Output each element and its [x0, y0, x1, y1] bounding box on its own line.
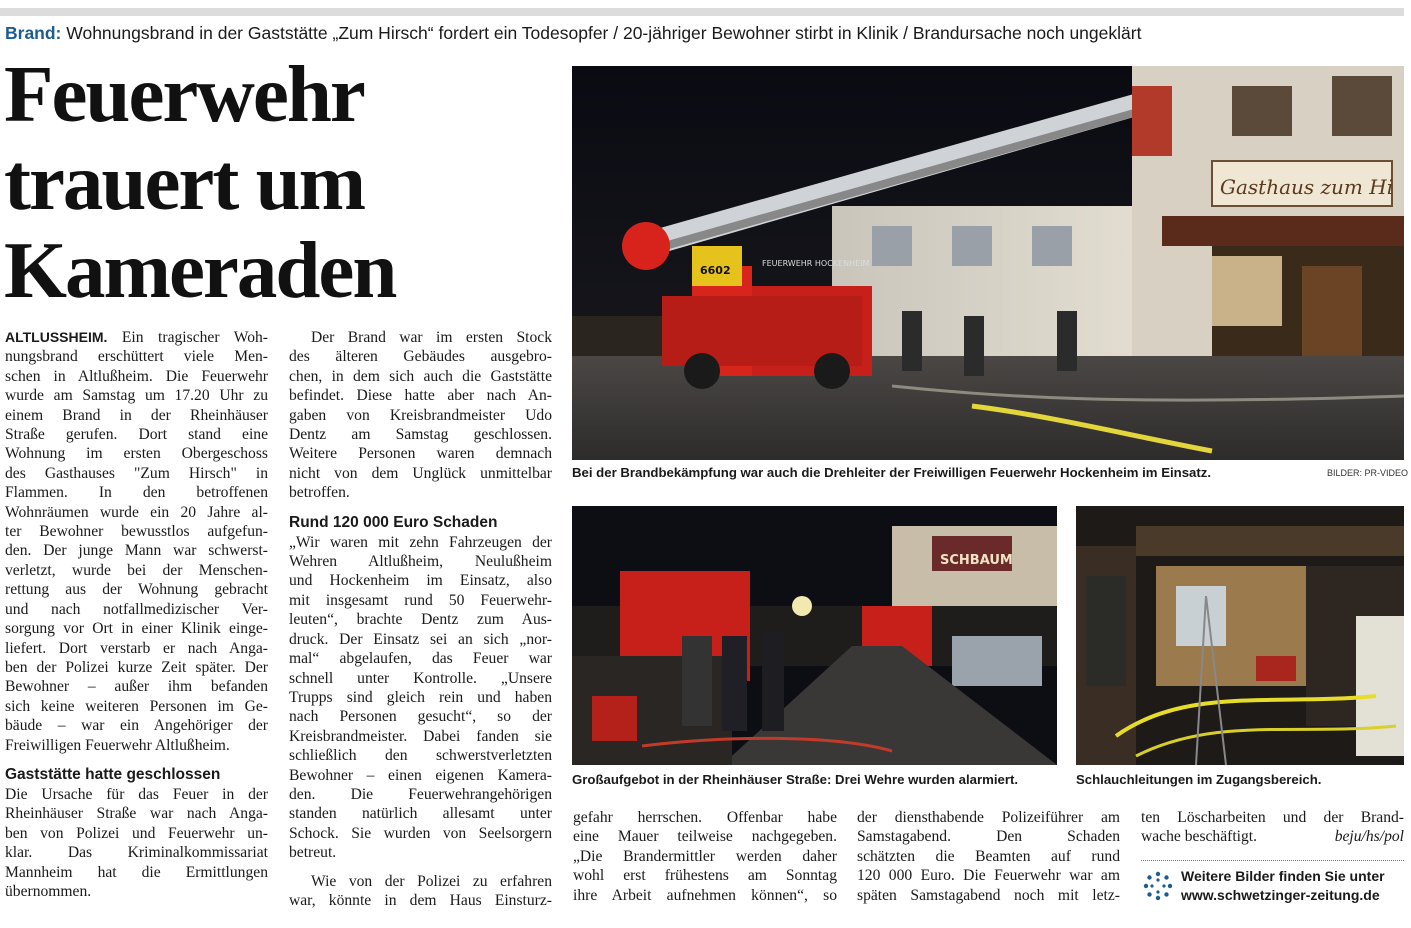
col1-line: des Gasthauses "Zum Hirsch" in — [5, 464, 268, 482]
promo-line-1: Weitere Bilder finden Sie unter — [1181, 868, 1385, 884]
col1-line: schen in Altlußheim. Die Feuerwehr — [5, 367, 268, 385]
col5-line: ten Löscharbeiten und der Brand- — [1141, 809, 1404, 826]
truck-lettering: FEUERWEHR HOCKENHEIM — [762, 259, 870, 268]
col4-line: Samstagabend. Den Schaden — [857, 828, 1120, 846]
col2-line: befindet. Diese hatte aber nach An- — [289, 387, 552, 405]
col3-line: wohl erst frühestens am Sonntag — [573, 867, 837, 885]
col5-line: wache beschäftigt. — [1141, 828, 1258, 846]
col2-line: nicht von dem Unglück unmittelbar — [289, 464, 552, 482]
col2-line: „Wir waren mit zehn Fahrzeugen der — [289, 533, 552, 551]
col1-line: Rheinhäuser Straße war nach Anga- — [5, 805, 268, 823]
subhead-schaden: Rund 120 000 Euro Schaden — [289, 513, 498, 531]
col2-line: Dentz am Samstag geschlossen. — [289, 426, 552, 444]
col1-line: bäude – war ein Angehöriger der — [5, 717, 268, 735]
col1-line: Bewohner – außer ihm befanden — [5, 678, 268, 696]
col1-line: sich keine weiteren Personen im Ge- — [5, 697, 268, 715]
col2-line: leuten“, brachte Dentz zum Aus- — [289, 611, 552, 629]
col3-line: gefahr herrschen. Offenbar habe — [573, 809, 837, 826]
col1-line: Mannheim hat die Ermittlungen — [5, 863, 268, 881]
col2-line: Weitere Personen waren demnach — [289, 445, 552, 463]
col2-line: gaben von Kreisbrandmeister Udo — [289, 406, 552, 424]
col2-line: Schock. Sie wurden von Seelsorgern — [289, 824, 552, 842]
col2-line: den. Die Feuerwehrangehörigen — [289, 785, 552, 803]
col2-line: Trupps sind gleich rein und haben — [289, 688, 552, 706]
main-photo-caption: Bei der Brandbekämpfung war auch die Drehleiter der Freiwilligen Feuerwehr Hockenheim im Einsatz. — [572, 465, 1212, 480]
kicker-label: Brand: — [5, 23, 62, 43]
interior-photo-caption: Schlauchleitungen im Zugangsbereich. — [1076, 772, 1322, 787]
fire-ladder-photo — [572, 66, 1404, 460]
interior-photo — [1076, 506, 1404, 765]
col2-line: und Hockenheim im Einsatz, also — [289, 572, 552, 590]
col4-line: späten Samstagabend noch mit letz- — [857, 886, 1120, 904]
col2-line: betreut. — [289, 844, 337, 862]
kicker-text: Wohnungsbrand in der Gaststätte „Zum Hirsch“ fordert ein Todesopfer / 20-jähriger Bewohner stirbt in Klinik / Brandursache noch ungeklärt — [66, 23, 1142, 43]
col1-line: und nach notfallmedizischer Ver- — [5, 600, 268, 618]
promo-link[interactable]: www.schwetzinger-zeitung.de — [1181, 887, 1380, 903]
col2-line: chen, in dem sich auch die Gaststätte — [289, 367, 552, 385]
street-scene-photo — [572, 506, 1057, 765]
col3-line: „Die Brandermittler werden daher — [573, 847, 837, 865]
col4-line: 120 000 Euro. Die Feuerwehr war am — [857, 867, 1120, 885]
col1-line: nungsbrand erschüttert viele Men- — [5, 348, 268, 366]
photo-credit: BILDER: PR-VIDEO — [1327, 468, 1409, 478]
more-photos-promo — [1141, 860, 1404, 911]
col1-line: einem Brand in der Rheinhäuser — [5, 406, 268, 424]
col1-line: liefert. Dort verstarb er nach Anga- — [5, 639, 268, 657]
col1-line: sorgung vor Ort in einer Klinik einge- — [5, 620, 268, 638]
col2-line: druck. Der Einsatz sei an sich „nor- — [289, 630, 552, 648]
article-column-5 — [1141, 808, 1404, 847]
street-photo-caption: Großaufgebot in der Rheinhäuser Straße: Drei Wehre wurden alarmiert. — [572, 772, 1019, 787]
col2-line: Bewohner – einen eigenen Kamera- — [289, 766, 552, 784]
col1-line: Straße gerufen. Dort stand eine — [5, 426, 268, 444]
author-signature: beju/hs/pol — [1334, 828, 1404, 846]
col1-line: rettung aus der Wohnung gebracht — [5, 581, 268, 599]
col1-line: Ein tragischer Woh- — [121, 329, 268, 346]
col3-line: eine Mauer teilweise nachgegeben. — [573, 828, 837, 846]
article-column-1 — [5, 328, 268, 901]
col1-line: wurde am Samstag um 17.20 Uhr zu — [5, 387, 268, 405]
headline-line-3: Kameraden — [4, 225, 396, 315]
article-column-4 — [857, 808, 1120, 905]
col2-line: standen natürlich allesamt unter — [289, 805, 552, 823]
col2-line: war, könnte in dem Haus Einsturz- — [289, 891, 552, 909]
kicker-line — [5, 20, 1405, 46]
col4-line: schätzten die Beamten auf rund — [857, 847, 1120, 865]
col2-line: schnell unter Kontrolle. „Unsere — [289, 669, 552, 687]
article-column-3 — [573, 808, 837, 905]
col1-line: Die Ursache für das Feuer in der — [5, 785, 268, 803]
col2-line: des älteren Gebäudes ausgebro- — [289, 348, 552, 366]
col1-line: Wohnräumen wurde ein 20 Jahre al- — [5, 503, 268, 521]
col4-line: der diensthabende Polizeiführer am — [857, 809, 1120, 826]
article-column-2 — [289, 328, 552, 910]
col1-line: den. Der junge Mann war schwerst- — [5, 542, 268, 560]
main-photo — [572, 66, 1404, 460]
col3-line: ihre Arbeit aufnehmen können“, so — [573, 886, 837, 904]
col2-line: mal“ abgelaufen, das Feuer war — [289, 650, 552, 668]
col2-line: mit insgesamt rund 50 Feuerwehr- — [289, 591, 552, 609]
col1-line: ben von Polizei und Feuerwehr un- — [5, 824, 268, 842]
street-photo-sign: SCHBAUM — [940, 553, 1013, 568]
hose-lines-photo — [1076, 506, 1404, 765]
top-rule — [0, 8, 1404, 16]
col1-line: Wohnung im ersten Obergeschoss — [5, 445, 268, 463]
col1-line: ben der Polizei kurze Zeit später. Der — [5, 658, 268, 676]
dateline: ALTLUSSHEIM. — [5, 329, 108, 345]
promo-text — [1181, 867, 1385, 905]
col2-line: Kreisbrandmeister. Dabei fanden sie — [289, 727, 552, 745]
col1-line: verletzt, wurde bei der Menschen- — [5, 561, 268, 579]
col2-line: Wie von der Polizei zu erfahren — [311, 872, 552, 890]
col1-line: ter Bewohner bewusstlos aufgefun- — [5, 523, 268, 541]
headline-line-1: Feuerwehr — [4, 49, 364, 139]
col1-line: Freiwilligen Feuerwehr Altlußheim. — [5, 736, 230, 754]
col1-line: übernommen. — [5, 882, 92, 900]
col1-line: Flammen. In den betroffenen — [5, 484, 268, 502]
headline — [4, 50, 564, 314]
sunburst-icon — [1143, 871, 1173, 901]
col2-line: nach Personen gesucht“, so der — [289, 708, 552, 726]
col2-line: betroffen. — [289, 484, 350, 502]
truck-number: 6602 — [700, 264, 731, 277]
main-photo-sign-text: Gasthaus zum Hi — [1220, 175, 1394, 199]
col1-line: klar. Das Kriminalkommissariat — [5, 844, 268, 862]
col2-line: Der Brand war im ersten Stock — [311, 329, 552, 346]
col2-line: schließlich den schwerstverletzten — [289, 747, 552, 765]
headline-line-2: trauert um — [4, 137, 365, 227]
subhead-gaststaette: Gaststätte hatte geschlossen — [5, 765, 221, 783]
col2-line: Wehren Altlußheim, Neulußheim — [289, 553, 552, 571]
street-photo — [572, 506, 1057, 765]
